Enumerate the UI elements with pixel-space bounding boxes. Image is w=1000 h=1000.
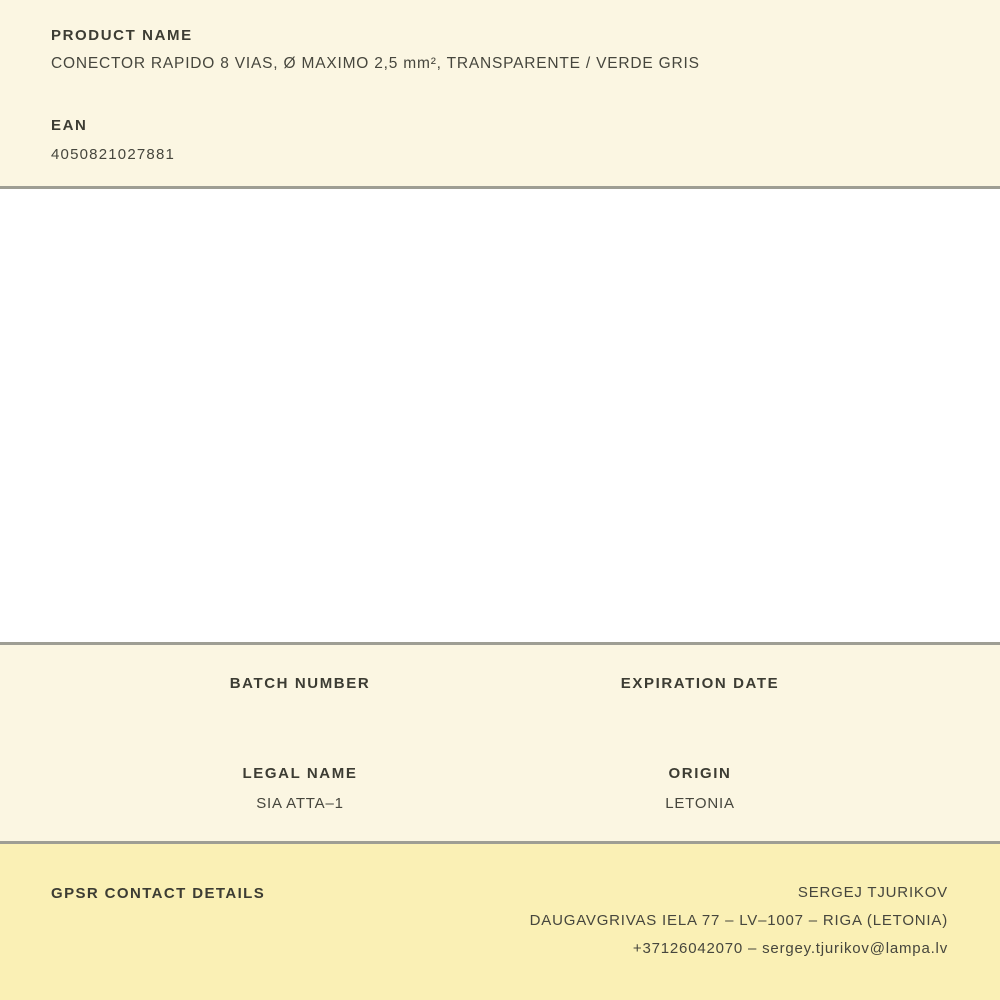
origin-label: ORIGIN bbox=[668, 765, 732, 782]
product-image-area bbox=[0, 189, 1000, 645]
ean-value: 4050821027881 bbox=[51, 146, 176, 163]
product-info-section bbox=[0, 0, 1000, 189]
ean-label: EAN bbox=[51, 117, 88, 134]
gpsr-contact-name: SERGEJ TJURIKOV bbox=[797, 884, 948, 901]
legal-name-label: LEGAL NAME bbox=[242, 765, 358, 782]
gpsr-contact-block bbox=[530, 885, 948, 969]
expiration-date-label: EXPIRATION DATE bbox=[620, 675, 780, 692]
product-name-value: CONECTOR RAPIDO 8 VIAS, Ø MAXIMO 2,5 mm², TRANSPARENTE / VERDE GRIS bbox=[51, 55, 700, 72]
batch-number-label: BATCH NUMBER bbox=[229, 675, 371, 692]
details-column-right bbox=[500, 645, 900, 841]
gpsr-contact-phone-email: +37126042070 – sergey.tjurikov@lampa.lv bbox=[632, 940, 948, 957]
details-column-left bbox=[100, 645, 500, 841]
gpsr-section bbox=[0, 844, 1000, 1000]
origin-value: LETONIA bbox=[665, 795, 735, 812]
product-name-label: PRODUCT NAME bbox=[51, 27, 193, 44]
gpsr-contact-address: DAUGAVGRIVAS IELA 77 – LV–1007 – RIGA (LETONIA) bbox=[529, 912, 948, 929]
gpsr-contact-details-label: GPSR CONTACT DETAILS bbox=[51, 885, 266, 902]
details-section bbox=[0, 645, 1000, 844]
legal-name-value: SIA ATTA–1 bbox=[256, 795, 344, 812]
